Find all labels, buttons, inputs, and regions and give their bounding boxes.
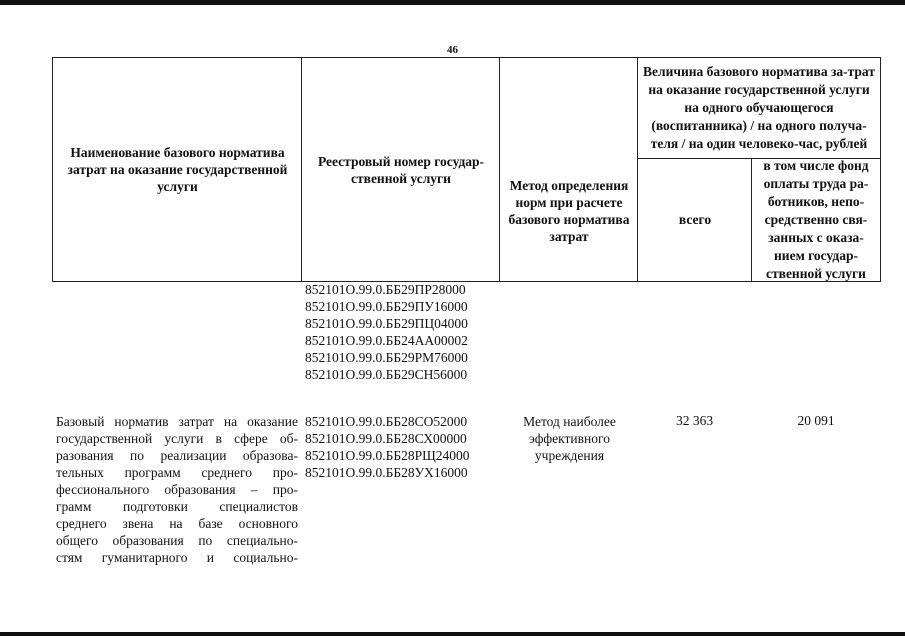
text-line: среднего звена на базе основного [56,516,298,531]
registry-code: 852101О.99.0.ББ29РМ76000 [305,350,468,365]
top-rule [0,0,905,5]
registry-code: 852101О.99.0.ББ28СХ00000 [305,431,467,446]
header-registry-column: Реестровый номер государ-ственной услуги [301,57,500,282]
row-fund-value: 20 091 [797,413,835,428]
text-line: разования по реализации образова- [56,448,298,463]
text-line: грамм подготовки специалистов [56,499,298,514]
registry-code: 852101О.99.0.ББ28УХ16000 [305,465,468,480]
registry-code: 852101О.99.0.ББ29СН56000 [305,367,468,382]
registry-codes-continued [305,281,468,383]
page-number: 46 [447,44,458,56]
text-line: тельных программ среднего про- [56,465,298,480]
header-fund-column: в том числе фонд оплаты труда ра-ботников, непо-средственно свя-занных с оказа-нием государ-ственной услуги [751,158,881,282]
text-line: стям гуманитарного и социально- [56,550,298,565]
text-line: государственной услуги в сфере об- [56,431,298,446]
registry-code: 852101О.99.0.ББ28РЩ24000 [305,448,470,463]
registry-code: 852101О.99.0.ББ29ПЦ04000 [305,316,468,331]
registry-codes-row [305,413,470,481]
header-name-column: Наименование базового норматива затрат на оказание государственной услуги [52,57,302,282]
bottom-rule [0,632,905,636]
row-total-value: 32 363 [675,413,714,428]
registry-code: 852101О.99.0.ББ29ПР28000 [305,282,466,297]
text-line: фессионального образования – про- [56,482,298,497]
text-line: Базовый норматив затрат на оказание [56,414,298,429]
registry-code: 852101О.99.0.ББ24АА00002 [305,333,468,348]
row-name-cell [56,413,298,566]
row-method-cell: Метод наиболее эффективного учреждения [523,414,616,463]
header-value-column: Величина базового норматива за-трат на оказание государственной услуги на одного обучающегося (воспитанника) / на одного получа-теля / на один человеко-час, рублей [637,57,881,159]
registry-code: 852101О.99.0.ББ28СО52000 [305,414,468,429]
header-total-column: всего [637,158,752,282]
header-method-column: Метод определения норм при расчете базового норматива затрат [499,57,638,282]
text-line: общего образования по специально- [56,533,298,548]
registry-code: 852101О.99.0.ББ29ПУ16000 [305,299,468,314]
